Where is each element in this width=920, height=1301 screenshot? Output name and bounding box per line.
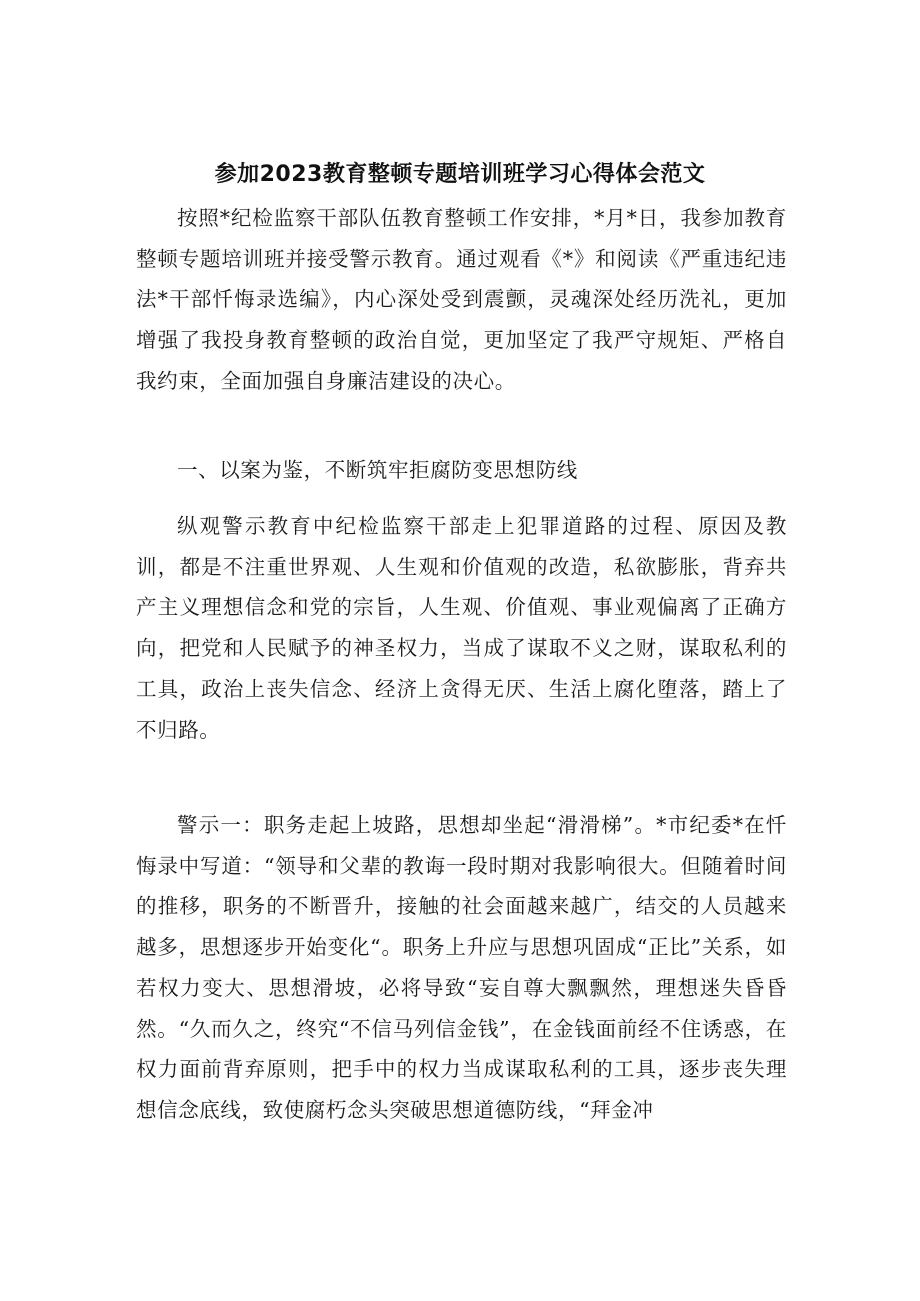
section-heading-1: 一、以案为鉴，不断筑牢拒腐防变思想防线 (177, 458, 578, 482)
paragraph-warning-1: 警示一：职务走起上坡路，思想却坐起“滑滑梯”。*市纪委*在忏悔录中写道：“领导和父辈的教诲一段时期对我影响很大。但随着时间的推移，职务的不断晋升，接触的社会面越来越广，结交的人员越来越多，思想逐步开始变化“。职务上升应与思想巩固成“正比”关系，如若权力变大、思想滑坡，必将导致“妄自尊大飘飘然，理想迷失昏昏然。“久而久之，终究“不信马列信金钱”，在金钱面前经不住诱惑，在权力面前背弃原则，把手中的权力当成谋取私利的工具，逐步丧失理想信念底线，致使腐朽念头突破思想道德防线，“拜金冲 (136, 813, 787, 1122)
paragraph-intro: 按照*纪检监察干部队伍教育整顿工作安排，*月*日，我参加教育整顿专题培训班并接受警示教育。通过观看《*》和阅读《严重违纪违法*干部忏悔录选编》，内心深处受到震颤，灵魂深处经历洗礼，更加增强了我投身教育整顿的政治自觉，更加坚定了我严守规矩、严格自我约束，全面加强自身廉洁建设的决心。 (136, 206, 787, 393)
paragraph-overview: 纵观警示教育中纪检监察干部走上犯罪道路的过程、原因及教训，都是不注重世界观、人生观和价值观的改造，私欲膨胀，背弃共产主义理想信念和党的宗旨，人生观、价值观、事业观偏离了正确方向，把党和人民赋予的神圣权力，当成了谋取不义之财，谋取私利的工具，政治上丧失信念、经济上贪得无厌、生活上腐化堕落，踏上了不归路。 (136, 514, 787, 742)
document-title: 参加2023教育整顿专题培训班学习心得体会范文 (214, 161, 706, 187)
